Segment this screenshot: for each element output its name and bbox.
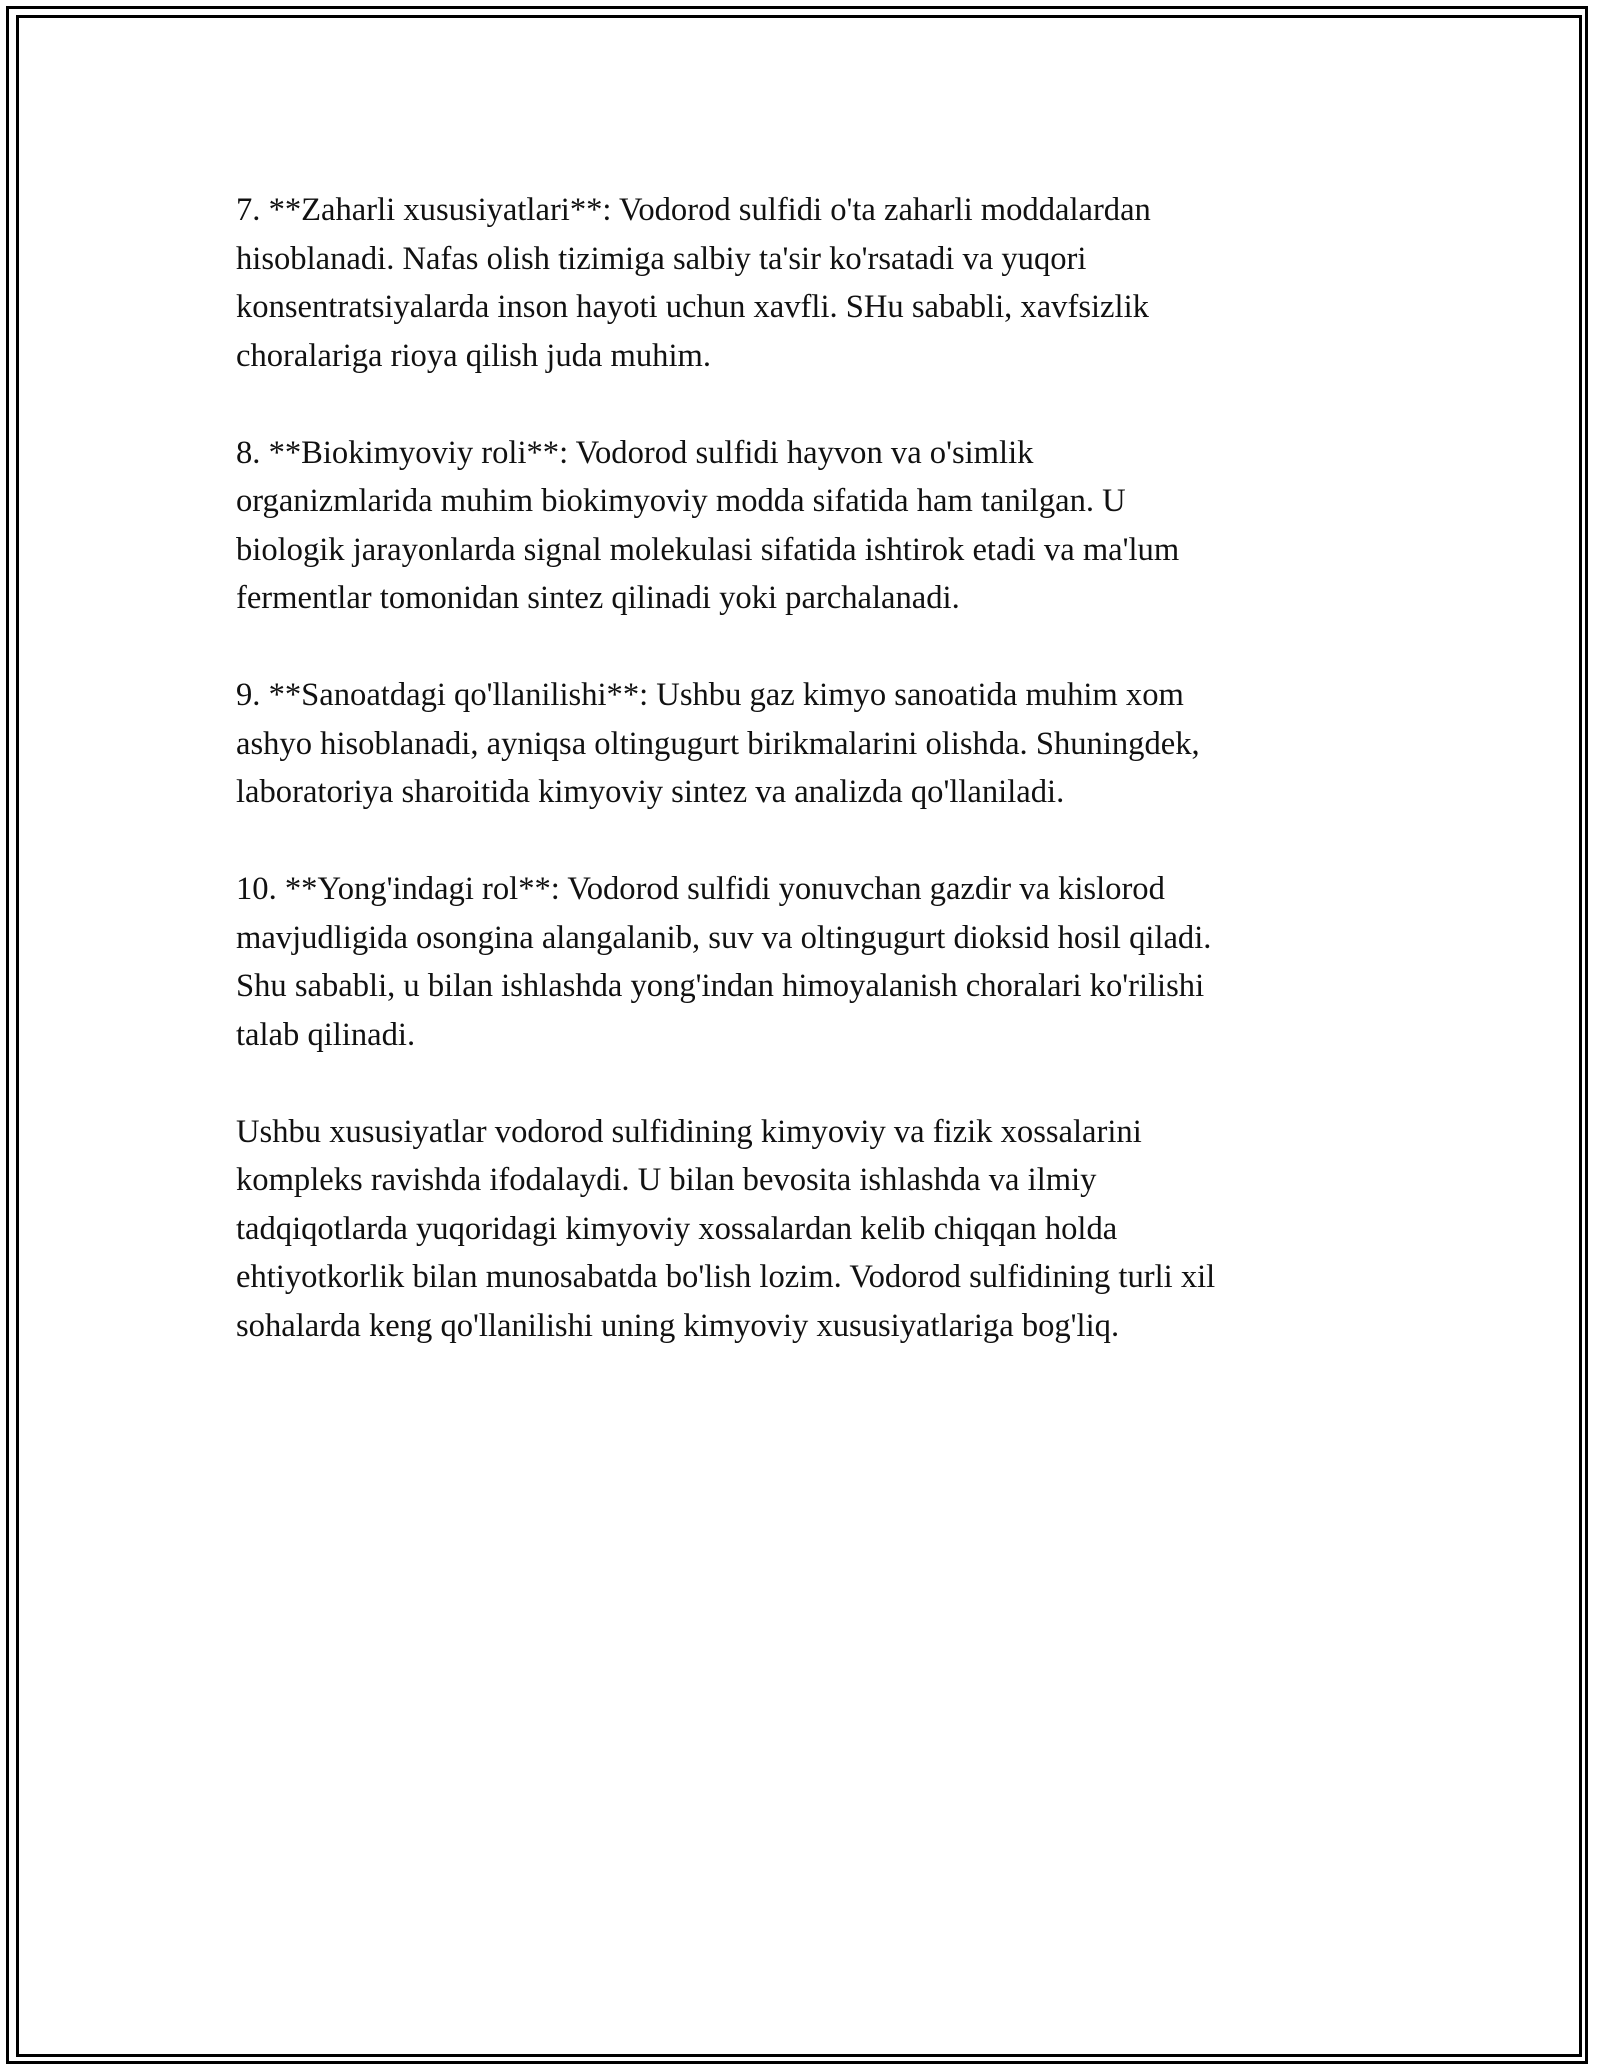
paragraph-conclusion: Ushbu xususiyatlar vodorod sulfidining kimyoviy va fizik xossalarini kompleks ravishda ifodalaydi. U bilan bevosita ishlashda va ilmiy tadqiqotlarda yuqoridagi kimyoviy xossalardan kelib chiqqan holda ehtiyotkorlik bilan munosabatda bo'lish lozim. Vodorod sulfidining turli xil sohalarda keng qo'llanilishi uning kimyoviy xususiyatlariga bog'liq. (236, 1113, 1216, 1344)
paragraph-sanoatdagi-qollanilishi: 9. **Sanoatdagi qo'llanilishi**: Ushbu gaz kimyo sanoatida muhim xom ashyo hisoblanadi, ayniqsa oltingugurt birikmalarini olishda. Shuningdek, laboratoriya sharoitida kimyoviy sintez va analizda qo'llaniladi. (236, 677, 1200, 810)
paragraph-zaharli-xususiyatlari: 7. **Zaharli xususiyatlari**: Vodorod sulfidi o'ta zaharli moddalardan hisoblanadi. Nafas olish tizimiga salbiy ta'sir ko'rsatadi va yuqori konsentratsiyalarda inson hayoti uchun xavfli. SHu sababli, xavfsizlik choralariga rioya qilish juda muhim. (236, 192, 1151, 374)
paragraph-yongindagi-rol: 10. **Yong'indagi rol**: Vodorod sulfidi yonuvchan gazdir va kislorod mavjudligida osongina alangalanib, suv va oltingugurt dioksid hosil qiladi. Shu sababli, u bilan ishlashda yong'indan himoyalanish choralari ko'rilishi talab qilinadi. (236, 871, 1212, 1053)
document-body (236, 186, 1366, 1399)
paragraph-biokimyoviy-roli: 8. **Biokimyoviy roli**: Vodorod sulfidi hayvon va o'simlik organizmlarida muhim biokimyoviy modda sifatida ham tanilgan. U biologik jarayonlarda signal molekulasi sifatida ishtirok etadi va ma'lum fermentlar tomonidan sintez qilinadi yoki parchalanadi. (236, 434, 1180, 616)
